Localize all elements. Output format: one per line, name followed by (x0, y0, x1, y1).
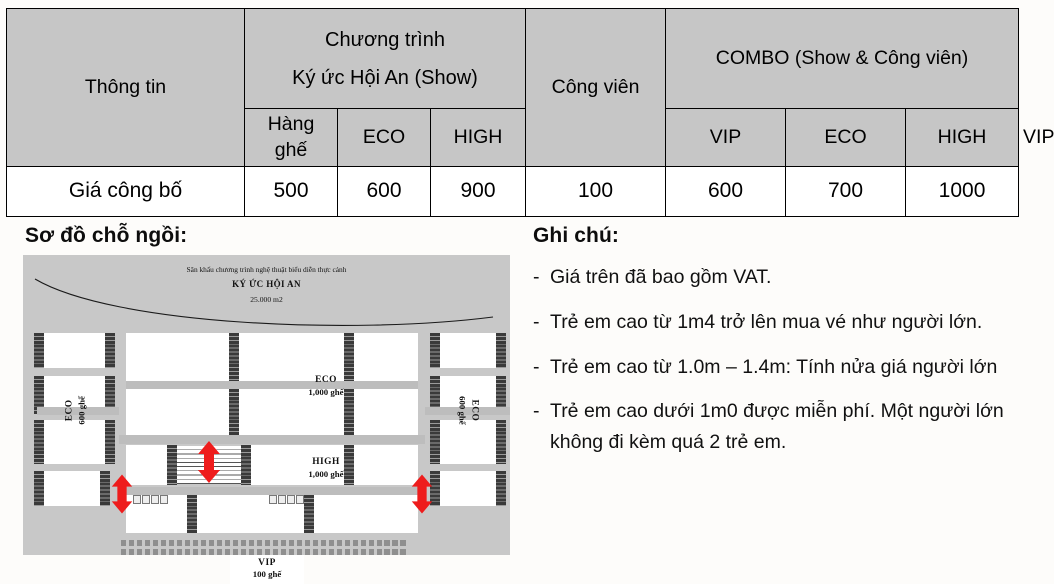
seat (151, 495, 159, 504)
vip-seat (217, 540, 222, 546)
note-dash: - (533, 400, 540, 423)
zone-name: ECO (64, 399, 75, 422)
vip-seat (384, 540, 389, 546)
vip-seat (257, 540, 262, 546)
vip-seat (201, 549, 206, 555)
zone-label-eco-right (457, 381, 480, 439)
seat (142, 495, 150, 504)
seat-block[interactable] (39, 333, 110, 368)
seat (269, 495, 277, 504)
vip-seat (377, 540, 382, 546)
note-text: Trẻ em cao từ 1.0m – 1.4m: Tính nửa giá người lớn (550, 355, 998, 378)
vip-seat (321, 549, 326, 555)
vip-seat (345, 540, 350, 546)
subheader-row-label: Hàng ghế (245, 109, 338, 167)
seat (296, 495, 304, 504)
header-park: Công viên (526, 9, 666, 167)
aisle (119, 435, 425, 444)
vip-seat (337, 549, 342, 555)
table-row (7, 166, 1019, 216)
vip-seat (361, 549, 366, 555)
zone-name: HIGH (312, 457, 340, 467)
zone-capacity: 100 ghế (252, 569, 282, 580)
list-item (533, 352, 1015, 383)
vip-seat (145, 549, 150, 555)
note-text: Trẻ em cao dưới 1m0 được miễn phí. Một người lớn không đi kèm quá 2 trẻ em. (550, 400, 1004, 454)
vip-seat (265, 540, 270, 546)
vip-seat (217, 549, 222, 555)
vip-seat (305, 540, 310, 546)
zone-name: ECO (469, 399, 480, 422)
stair-icon (496, 333, 506, 368)
vip-seat (377, 549, 382, 555)
price-combo-eco: 600 (666, 166, 786, 216)
header-program (245, 9, 526, 109)
seating-diagram (23, 255, 510, 580)
vip-seat (225, 540, 230, 546)
vip-seat (177, 549, 182, 555)
vip-seat (329, 549, 334, 555)
vip-seat (193, 540, 198, 546)
vip-seat (137, 549, 142, 555)
note-dash: - (533, 266, 540, 288)
seat-block[interactable] (126, 333, 234, 385)
note-text: Trẻ em cao từ 1m4 trở lên mua vé như người lớn. (550, 310, 983, 333)
header-program-line1: Chương trình (325, 28, 445, 51)
stair-icon (229, 333, 239, 385)
seat (278, 495, 286, 504)
vip-seat (201, 540, 206, 546)
header-combo: COMBO (Show & Công viên) (666, 9, 1019, 109)
header-program-line2: Ký ức Hội An (Show) (292, 66, 478, 89)
vip-seat (329, 540, 334, 546)
stair-icon (304, 495, 314, 533)
vip-seat (392, 540, 397, 546)
stair-icon (34, 471, 44, 506)
list-item (533, 262, 1015, 293)
vip-seat (121, 540, 126, 546)
vip-seat-row (121, 540, 406, 546)
stage-description: Sân khấu chương trình nghệ thuật biểu diễn thực cảnh (186, 265, 347, 274)
zone-name: ECO (315, 375, 337, 385)
price-row-label: Giá công bố (7, 166, 245, 216)
stair-icon (105, 333, 115, 368)
vip-seat (161, 540, 166, 546)
vip-seat (289, 540, 294, 546)
zone-label-eco-center (271, 375, 381, 398)
stage-name: KÝ ỨC HỘI AN (232, 279, 301, 289)
price-show-high: 600 (338, 166, 431, 216)
notes-list (533, 262, 1015, 472)
subheader-show-high: HIGH (431, 109, 526, 167)
vip-seat (249, 540, 254, 546)
seatmap-title: Sơ đồ chỗ ngồi: (25, 224, 188, 247)
vip-seat (169, 549, 174, 555)
stair-icon (229, 389, 239, 435)
vip-seat (305, 549, 310, 555)
table-header-row (7, 9, 1019, 109)
stair-icon (496, 420, 506, 464)
zone-name: VIP (258, 558, 276, 568)
aisle (126, 487, 425, 495)
arrow-updown-icon (109, 473, 135, 515)
notes-title: Ghi chú: (533, 224, 619, 247)
vip-seat (153, 549, 158, 555)
price-show-vip: 900 (431, 166, 526, 216)
vip-seat (121, 549, 126, 555)
vip-seat (169, 540, 174, 546)
vip-seat (153, 540, 158, 546)
zone-capacity: 600 ghế (457, 396, 468, 425)
zone-label-vip (230, 555, 304, 584)
vip-seat (137, 540, 142, 546)
stair-icon (187, 495, 197, 533)
stair-icon (430, 333, 440, 368)
zone-capacity: 1,000 ghế (308, 468, 344, 479)
stair-icon (105, 420, 115, 464)
note-dash: - (533, 355, 540, 378)
vip-seat (353, 549, 358, 555)
vip-seat (361, 540, 366, 546)
price-combo-high: 700 (786, 166, 906, 216)
seat-block[interactable] (435, 471, 501, 506)
stage-area: 25.000 m2 (250, 295, 283, 304)
vip-seat (353, 540, 358, 546)
zone-label-eco-left (65, 381, 88, 439)
vip-seat (384, 549, 389, 555)
table-subheader-row: Hàng ghế ECO HIGH VIP ECO HIGH VIP (7, 109, 1019, 167)
arrow-updown-icon (195, 440, 223, 484)
zone-label-high (271, 457, 381, 480)
subheader-combo-high: HIGH (906, 109, 1019, 167)
seat (160, 495, 168, 504)
vip-seat (321, 540, 326, 546)
stair-icon (34, 333, 44, 368)
price-park: 100 (526, 166, 666, 216)
seat-row (133, 495, 168, 504)
note-dash: - (533, 310, 540, 333)
seat-block[interactable] (126, 389, 234, 435)
arrow-updown-icon (409, 473, 435, 515)
subheader-combo-eco: ECO (786, 109, 906, 167)
vip-seat (400, 549, 405, 555)
vip-seat (273, 540, 278, 546)
subheader-show-vip: VIP (666, 109, 786, 167)
seat (287, 495, 295, 504)
vip-seat (185, 540, 190, 546)
stair-icon (496, 471, 506, 506)
vip-seat (233, 540, 238, 546)
vip-seat (209, 549, 214, 555)
zone-capacity: 1,000 ghế (308, 386, 344, 397)
vip-seat (177, 540, 182, 546)
vip-seat (193, 549, 198, 555)
vip-seat (369, 549, 374, 555)
vip-seat (337, 540, 342, 546)
vip-seat (392, 549, 397, 555)
vip-seat (129, 540, 134, 546)
stair-icon (167, 445, 177, 485)
vip-seat (281, 540, 286, 546)
header-info: Thông tin (7, 9, 245, 167)
note-text: Giá trên đã bao gồm VAT. (550, 266, 772, 288)
vip-seat (161, 549, 166, 555)
price-combo-vip: 1000 (906, 166, 1019, 216)
stair-icon (241, 445, 251, 485)
list-item (533, 396, 1015, 458)
vip-seat (345, 549, 350, 555)
stair-icon (430, 420, 440, 464)
vip-seat (241, 540, 246, 546)
seat-block[interactable] (39, 471, 105, 506)
vip-seat (313, 540, 318, 546)
price-show-eco: 500 (245, 166, 338, 216)
vip-seat (209, 540, 214, 546)
vip-seat (297, 540, 302, 546)
price-table (6, 8, 1054, 217)
seat-block[interactable] (314, 495, 418, 533)
vip-seat (145, 540, 150, 546)
vip-seat (313, 549, 318, 555)
vip-seat (369, 540, 374, 546)
stair-icon (34, 420, 44, 464)
seat-block[interactable] (435, 333, 501, 368)
vip-seat (400, 540, 405, 546)
vip-seat (129, 549, 134, 555)
vip-seat (185, 549, 190, 555)
subheader-show-eco: ECO (338, 109, 431, 167)
zone-capacity: 600 ghế (76, 396, 87, 425)
seat-row (269, 495, 304, 504)
list-item (533, 307, 1015, 338)
